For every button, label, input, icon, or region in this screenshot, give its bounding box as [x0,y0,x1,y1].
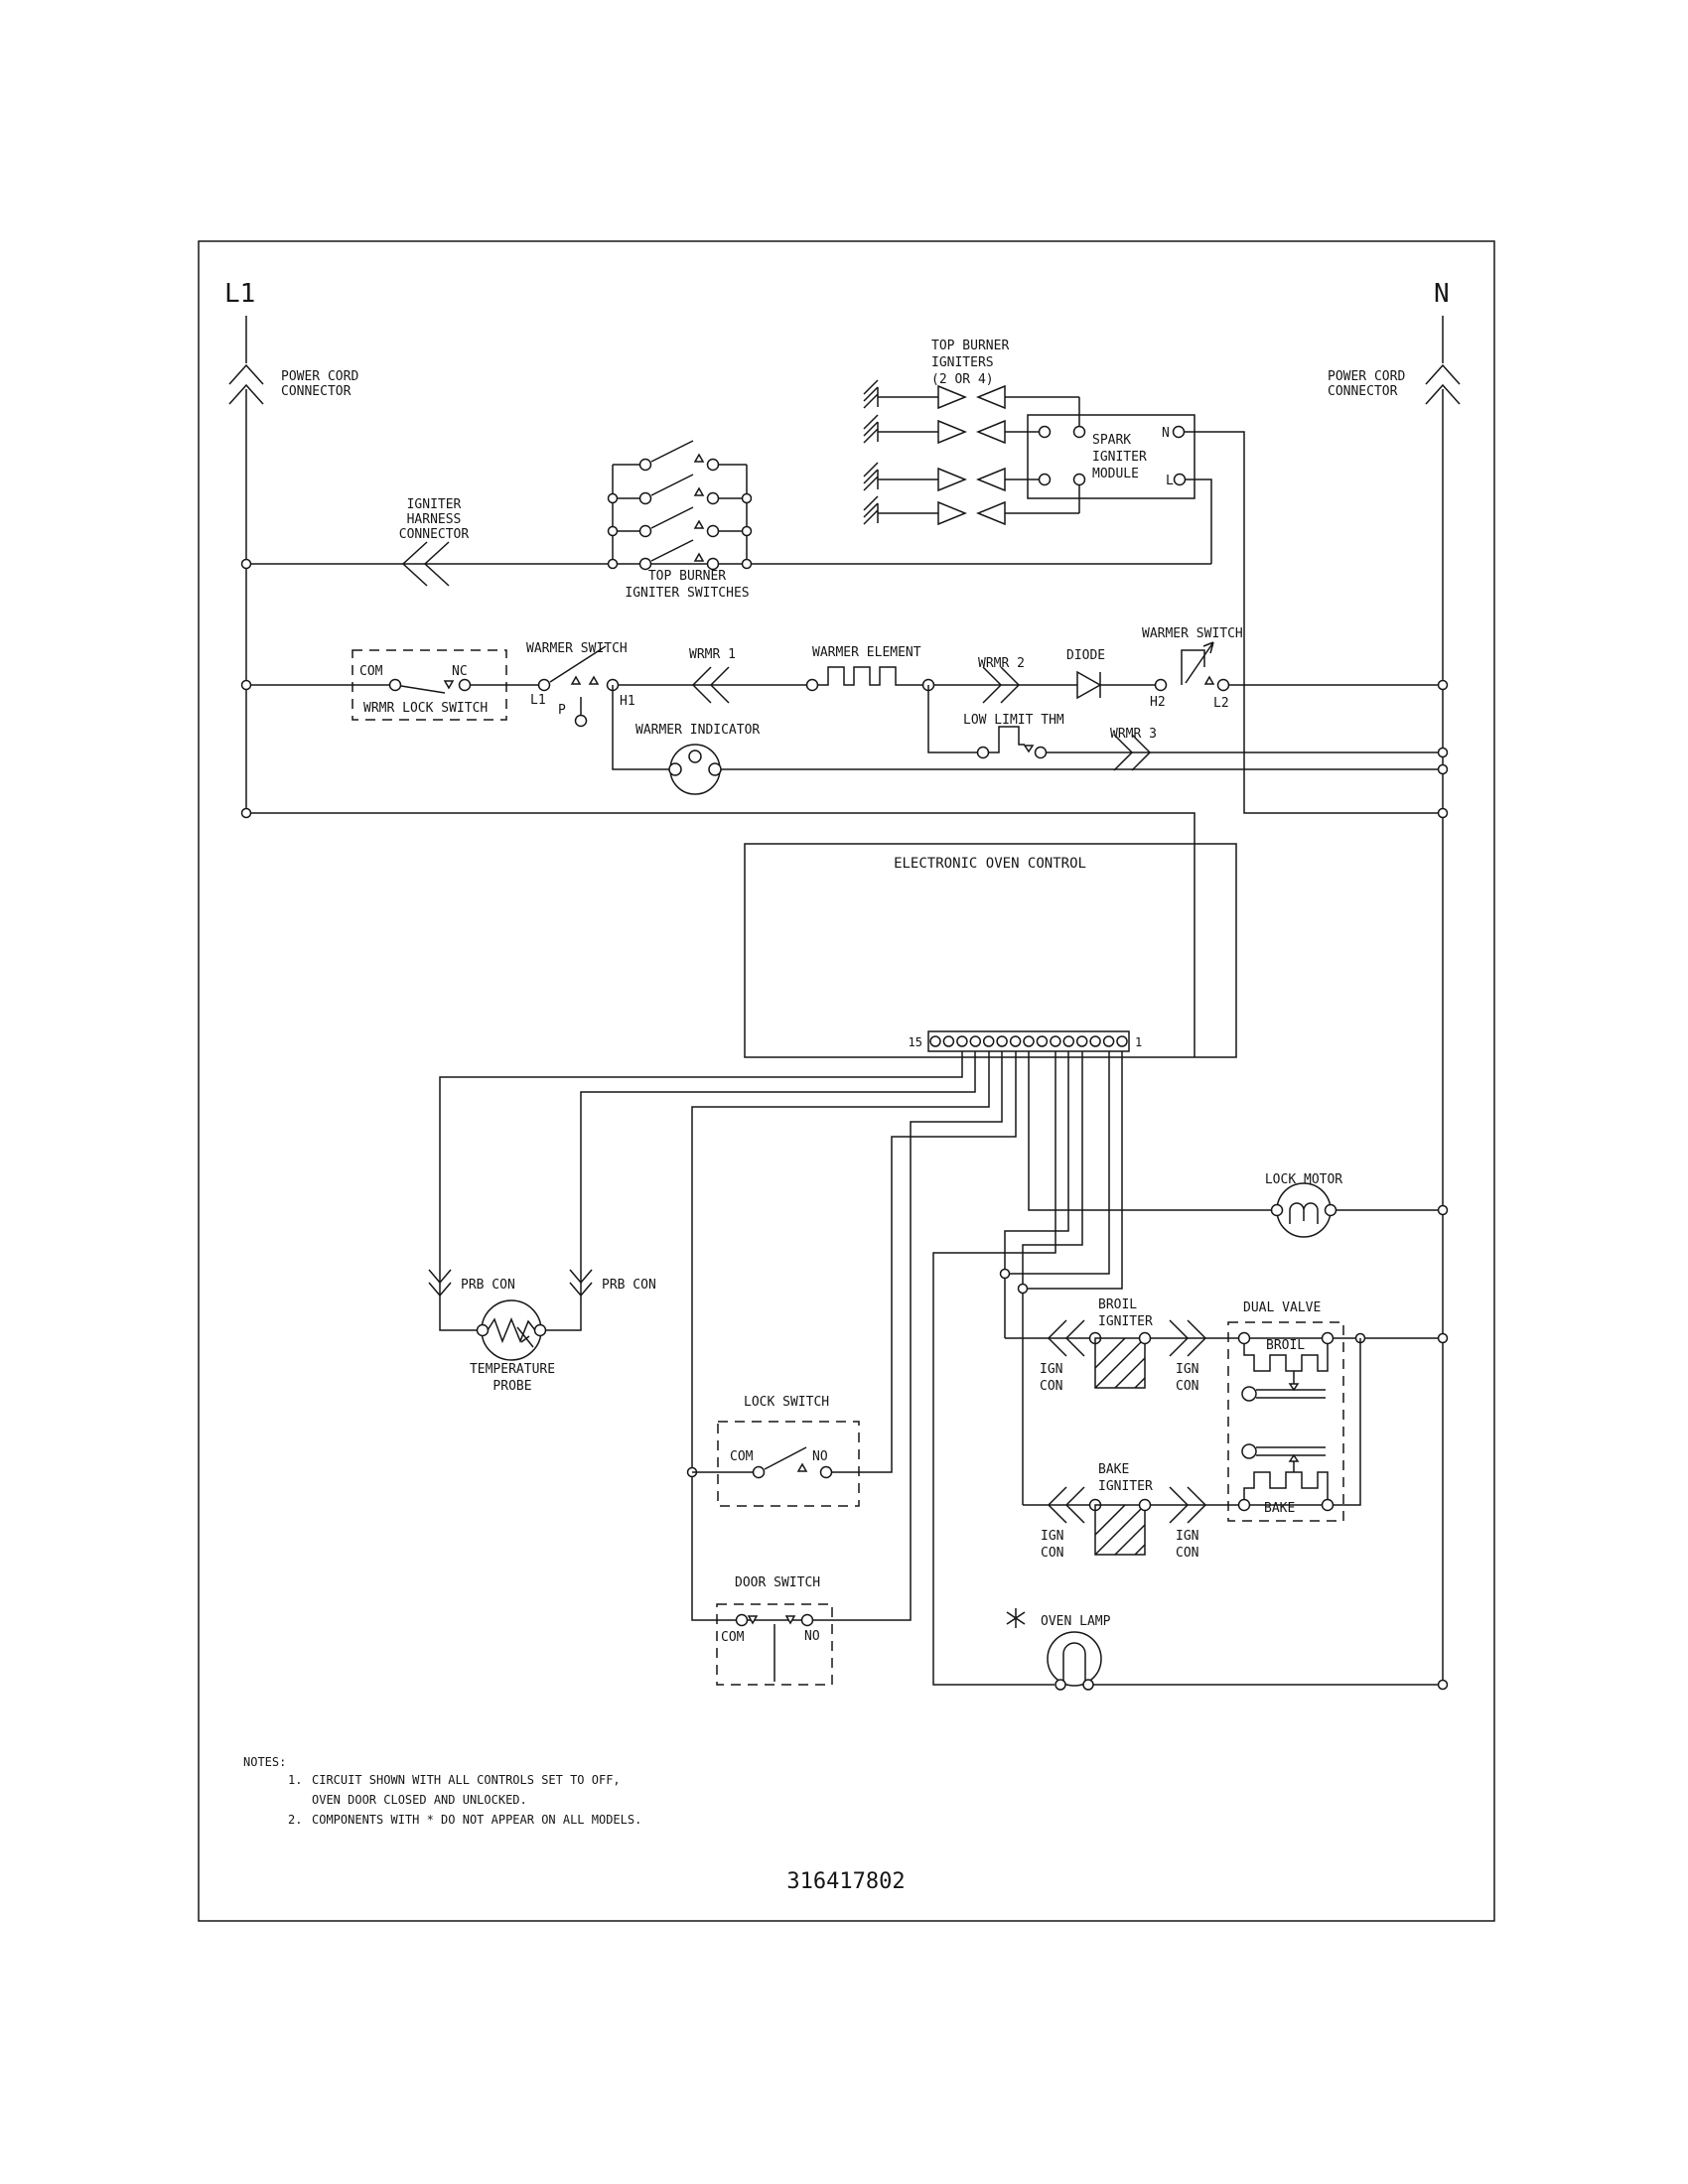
warmer-element-label: WARMER ELEMENT [812,645,921,660]
warmer-switch-l2-label: L2 [1213,696,1229,711]
power-cord-left-label: POWER CORD [281,369,359,384]
notes-heading: NOTES: [243,1755,287,1769]
note1-line2: OVEN DOOR CLOSED AND UNLOCKED. [312,1793,527,1807]
ign-con-bake-left-label: IGN [1041,1529,1064,1544]
lock-motor-label: LOCK MOTOR [1264,1172,1343,1187]
eoc-l1-feed [246,813,1195,1057]
spark-igniter-module [1028,415,1443,813]
warmer-switch-left-label: WARMER SWITCH [526,641,628,656]
eoc-wire-fan [440,1051,1271,1685]
lock-motor [1272,1183,1444,1237]
igniter-harness-label3: CONNECTOR [398,527,470,542]
note1-number: 1. [288,1773,303,1787]
top-burner-igniters-label: TOP BURNER [931,339,1010,353]
warmer-element-icon [818,667,922,685]
ign-con-bake-left-label2: CON [1041,1546,1064,1561]
bake-igniter-label: BAKE [1098,1462,1130,1477]
spark-module-label2: IGNITER [1092,450,1147,465]
asterisk-icon [1007,1608,1025,1628]
warmer-switch-h1-label: H1 [620,694,635,709]
module-l-wire [1186,479,1211,564]
warmer-switch-right-frame [1182,650,1204,685]
l1-label: L1 [224,279,256,309]
note2-number: 2. [288,1813,303,1827]
top-burner-igniters [864,380,1079,524]
door-switch-no-label: NO [804,1629,820,1644]
low-limit-thm-label: LOW LIMIT THM [963,713,1064,728]
module-n-label: N [1162,426,1170,441]
warmer-indicator-label: WARMER INDICATOR [635,723,761,738]
bake-igniter-label2: IGNITER [1098,1479,1153,1494]
n-label: N [1434,279,1450,309]
igniter-harness-label2: HARNESS [406,512,462,527]
wrmr1-label: WRMR 1 [689,647,736,662]
prb-con-right-label: PRB CON [602,1278,656,1293]
lock-switch-com-label: COM [730,1449,754,1464]
spark-module-label3: MODULE [1092,467,1139,481]
lock-switch-label: LOCK SWITCH [744,1395,830,1410]
lock-switch-no-label: NO [812,1449,828,1464]
ign-con-bake-right-label: IGN [1176,1529,1199,1544]
temperature-probe-label2: PROBE [492,1379,532,1394]
note2-line1: COMPONENTS WITH * DO NOT APPEAR ON ALL MODELS. [312,1813,642,1827]
wrmr-lock-com-label: COM [359,664,383,679]
power-cord-right-label: POWER CORD [1328,369,1406,384]
broil-valve-label: BROIL [1266,1338,1306,1353]
ign-con-broil-right-label2: CON [1176,1379,1199,1394]
lock-switch [688,1422,860,1506]
bus-junctions [242,560,1448,1690]
ign-con-broil-right-label: IGN [1176,1362,1199,1377]
temperature-probe-label: TEMPERATURE [469,1362,556,1377]
igniter-switches-label2: IGNITER SWITCHES [625,586,750,601]
warmer-switch-p-label: P [558,703,566,718]
spark-module-label: SPARK [1092,433,1132,448]
module-l-label: L [1166,474,1174,488]
bake-valve-label: BAKE [1264,1501,1296,1516]
eoc-pin15-label: 15 [908,1035,922,1049]
top-burner-igniters-label3: (2 OR 4) [931,372,994,387]
wrmr-lock-nc-label: NC [452,664,468,679]
door-switch-com-label: COM [721,1630,745,1645]
diagram-border [199,241,1494,1921]
top-burner-igniters-label2: IGNITERS [931,355,994,370]
warmer-indicator-row [613,685,1443,794]
prb-con-left-label: PRB CON [461,1278,515,1293]
eoc-pin1-label: 1 [1135,1035,1143,1049]
ign-con-broil-left-label: IGN [1040,1362,1063,1377]
ign-con-broil-left-label2: CON [1040,1379,1063,1394]
power-cord-right-label2: CONNECTOR [1328,384,1398,399]
wrmr-lock-switch-label: WRMR LOCK SWITCH [363,701,489,716]
power-cord-left-label2: CONNECTOR [281,384,352,399]
electronic-oven-control [246,813,1236,1057]
wrmr3-label: WRMR 3 [1110,727,1157,742]
broil-igniter-label: BROIL [1098,1297,1138,1312]
broil-igniter-label2: IGNITER [1098,1314,1153,1329]
wrmr2-label: WRMR 2 [978,656,1025,671]
broil-igniter-row [1005,1320,1443,1388]
diode-label: DIODE [1066,648,1106,663]
door-switch-label: DOOR SWITCH [735,1575,821,1590]
warmer-switch-right-label: WARMER SWITCH [1142,626,1243,641]
top-burner-igniter-switch-contacts [640,441,719,570]
part-number: 316417802 [786,1869,906,1894]
module-n-wire [1185,432,1443,813]
bake-coil [1244,1472,1328,1500]
igniter-harness-label: IGNITER [406,497,462,512]
oven-lamp-label: OVEN LAMP [1041,1614,1111,1629]
eoc-label: ELECTRONIC OVEN CONTROL [894,856,1086,872]
note1-line1: CIRCUIT SHOWN WITH ALL CONTROLS SET TO OFF, [312,1773,621,1787]
diode-icon [1077,672,1100,698]
igniter-switches-label: TOP BURNER [647,569,727,584]
warmer-switch-l1-label: L1 [530,693,546,708]
warmer-switch-h2-label: H2 [1150,695,1166,710]
dual-valve-label: DUAL VALVE [1243,1300,1322,1315]
ign-con-bake-right-label2: CON [1176,1546,1199,1561]
n-bus [1426,316,1460,1685]
